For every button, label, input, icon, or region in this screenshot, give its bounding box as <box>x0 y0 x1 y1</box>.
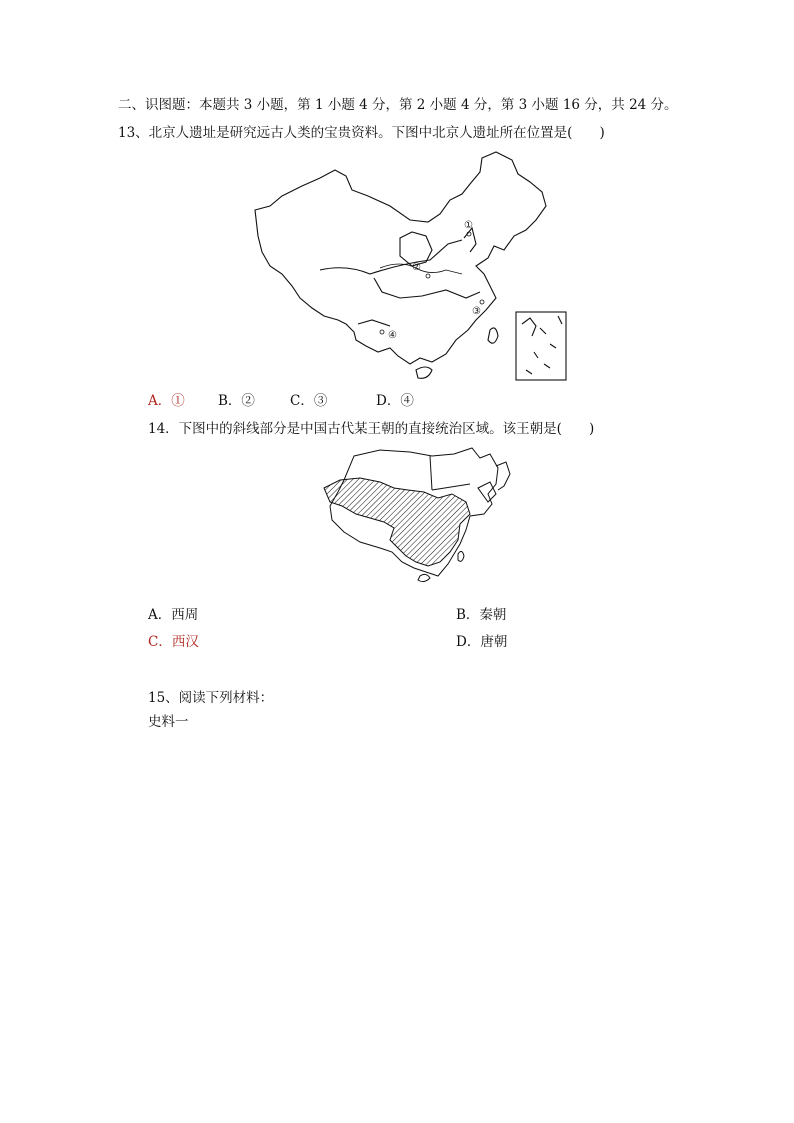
q14-option-b[interactable]: B．秦朝 <box>456 607 507 623</box>
q14-option-c[interactable]: C．西汉 <box>148 634 199 650</box>
map-marker-3: ③ <box>472 306 481 317</box>
section-header: 二、识图题：本题共 3 小题，第 1 小题 4 分，第 2 小题 4 分，第 3 小题 16 分，共 24 分。 <box>118 97 678 113</box>
material-label: 史料一 <box>148 714 189 730</box>
china-map <box>250 148 580 388</box>
map-marker-2: ② <box>412 262 421 273</box>
q13-option-d[interactable]: D．④ <box>376 393 414 409</box>
dynasty-territory-map <box>320 444 520 596</box>
q13-option-a[interactable]: A．① <box>148 393 185 409</box>
map-marker-4: ④ <box>388 330 397 341</box>
q14-option-a[interactable]: A．西周 <box>148 607 199 623</box>
q14-option-d[interactable]: D．唐朝 <box>456 634 508 650</box>
question-13-stem: 13、北京人遗址是研究远古人类的宝贵资料。下图中北京人遗址所在位置是( ) <box>118 125 605 141</box>
question-14-stem: 14．下图中的斜线部分是中国古代某王朝的直接统治区域。该王朝是( ) <box>148 421 595 437</box>
question-15-stem: 15、阅读下列材料： <box>148 690 274 706</box>
q13-option-c[interactable]: C．③ <box>290 393 328 409</box>
map-marker-1: ① <box>464 220 473 231</box>
q13-option-b[interactable]: B．② <box>218 393 255 409</box>
